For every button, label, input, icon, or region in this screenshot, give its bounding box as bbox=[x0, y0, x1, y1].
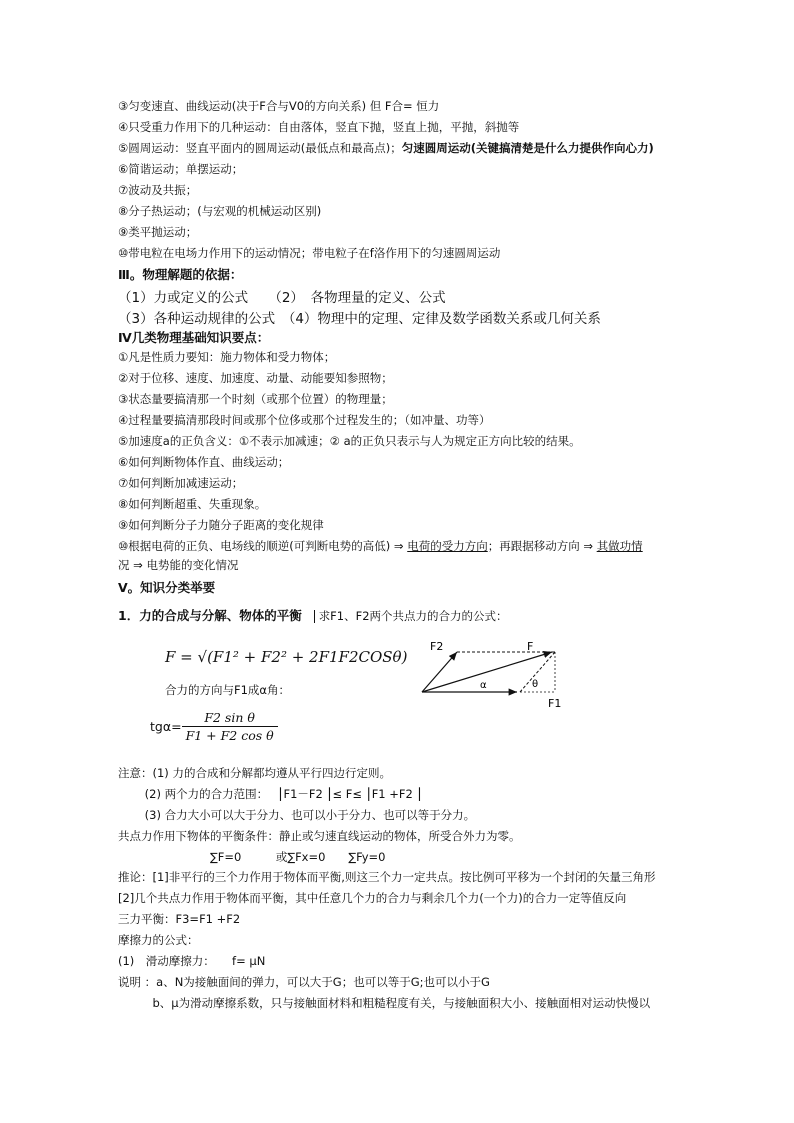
list-item: ⑥简谐运动；单摆运动； bbox=[118, 162, 244, 176]
label-f2: F2 bbox=[430, 640, 444, 653]
equilibrium-equations: ∑F=0 或∑Fx=0 ∑Fy=0 bbox=[118, 850, 386, 864]
list-item: ⑤加速度a的正负含义：①不表示加减速；② a的正负只表示与人为规定正方向比较的结果。 bbox=[118, 434, 581, 448]
list-item: ⑧如何判断超重、失重现象。 bbox=[118, 497, 267, 511]
list-item: ⑩带电粒在电场力作用下的运动情况；带电粒子在f洛作用下的匀速圆周运动 bbox=[118, 246, 501, 260]
tangent-fraction bbox=[182, 710, 278, 743]
vector-diagram bbox=[410, 636, 580, 712]
list-item: ⑨如何判断分子力随分子距离的变化规律 bbox=[118, 518, 324, 532]
fraction-numerator: F2 sin θ bbox=[182, 710, 278, 727]
note-line: b、μ为滑动摩擦系数，只与接触面材料和粗糙程度有关，与接触面积大小、接触面相对运动快慢以 bbox=[118, 996, 651, 1010]
list-item: ①凡是性质力要知：施力物体和受力物体； bbox=[118, 350, 336, 364]
topic-heading bbox=[118, 608, 508, 624]
topic-title: 1．力的合成与分解、物体的平衡 bbox=[118, 608, 302, 623]
note-line: 推论：[1]非平行的三个力作用于物体而平衡,则这三个力一定共点。按比例可平移为一个封闭的矢量三角形 bbox=[118, 870, 656, 884]
label-f: F bbox=[527, 640, 534, 653]
list-item: ②对于位移、速度、加速度、动量、动能要知参照物； bbox=[118, 371, 393, 385]
direction-text: 合力的方向与F1成α角： bbox=[165, 683, 291, 697]
emphasis-text: 匀速圆周运动(关键搞清楚是什么力提供作向心力) bbox=[401, 141, 654, 155]
section-heading: Ⅳ几类物理基础知识要点： bbox=[118, 330, 270, 345]
list-item-text: ⑤圆周运动：竖直平面内的圆周运动(最低点和最高点)； bbox=[118, 141, 402, 155]
underlined-text: 电荷的受力方向 bbox=[407, 539, 488, 553]
divider bbox=[314, 610, 315, 623]
note-line: (2) 两个力的合力范围： ⎮F1－F2 ⎮≤ F≤ ⎮F1 +F2 ⎮ bbox=[118, 787, 423, 801]
topic-question: 求F1、F2两个共点力的合力的公式： bbox=[318, 609, 508, 623]
note-line: 三力平衡：F3=F1 +F2 bbox=[118, 912, 241, 926]
list-item: ⑨类平抛运动； bbox=[118, 225, 198, 239]
basis-row: （3）各种运动规律的公式 （4）物理中的定理、定律及数学函数关系或几何关系 bbox=[118, 311, 601, 327]
label-alpha: α bbox=[480, 680, 487, 691]
list-item: ④只受重力作用下的几种运动：自由落体，竖直下抛，竖直上抛，平抛，斜抛等 bbox=[118, 120, 520, 134]
section-heading: Ⅲ。物理解题的依据： bbox=[118, 267, 243, 282]
list-item: ⑧分子热运动；(与宏观的机械运动区别) bbox=[118, 204, 322, 218]
list-item bbox=[118, 538, 643, 554]
note-line: 注意：(1) 力的合成和分解都均遵从平行四边行定则。 bbox=[118, 766, 391, 780]
tangent-label: tgα= bbox=[150, 719, 182, 734]
list-item: ⑥如何判断物体作直、曲线运动； bbox=[118, 455, 290, 469]
note-line: 摩擦力的公式： bbox=[118, 933, 199, 947]
fraction-denominator: F1 + F2 cos θ bbox=[185, 728, 274, 743]
note-line: (1) 滑动摩擦力： f= μN bbox=[118, 954, 266, 968]
section-heading: V。知识分类举要 bbox=[118, 580, 216, 595]
list-item: ④过程量要搞清那段时间或那个位侈或那个过程发生的；（如冲量、功等） bbox=[118, 413, 491, 427]
list-item: ⑦波动及共振； bbox=[118, 183, 198, 197]
resultant-formula: F = √(F1² + F2² + 2F1F2COSθ) bbox=[165, 648, 408, 666]
underlined-text: 其做功情 bbox=[596, 539, 643, 553]
list-item-continuation: 况 ⇒ 电势能的变化情况 bbox=[118, 558, 239, 572]
list-item: ③匀变速直、曲线运动(决于F合与V0的方向关系) 但 F合= 恒力 bbox=[118, 99, 440, 113]
note-line: 共点力作用下物体的平衡条件：静止或匀速直线运动的物体，所受合外力为零。 bbox=[118, 829, 521, 843]
note-line: 说明 ：a、N为接触面间的弹力，可以大于G；也可以等于G;也可以小于G bbox=[118, 975, 490, 989]
note-line: (3) 合力大小可以大于分力、也可以小于分力、也可以等于分力。 bbox=[118, 808, 476, 822]
list-item: ⑦如何判断加减速运动； bbox=[118, 476, 244, 490]
label-theta: θ bbox=[532, 679, 539, 690]
tangent-formula bbox=[150, 710, 278, 743]
label-f1: F1 bbox=[548, 697, 562, 710]
list-item-text: ；再跟据移动方向 ⇒ bbox=[487, 539, 597, 553]
list-item bbox=[118, 140, 654, 156]
basis-row: （1）力或定义的公式 （2） 各物理量的定义、公式 bbox=[118, 290, 446, 306]
list-item: ③状态量要搞清那一个时刻（或那个位置）的物理量； bbox=[118, 392, 393, 406]
note-line: [2]几个共点力作用于物体而平衡，其中任意几个力的合力与剩余几个力(一个力)的合力一定等值反向 bbox=[118, 891, 627, 905]
list-item-text: ⑩根据电荷的正负、电场线的顺逆(可判断电势的高低) ⇒ bbox=[118, 539, 408, 553]
